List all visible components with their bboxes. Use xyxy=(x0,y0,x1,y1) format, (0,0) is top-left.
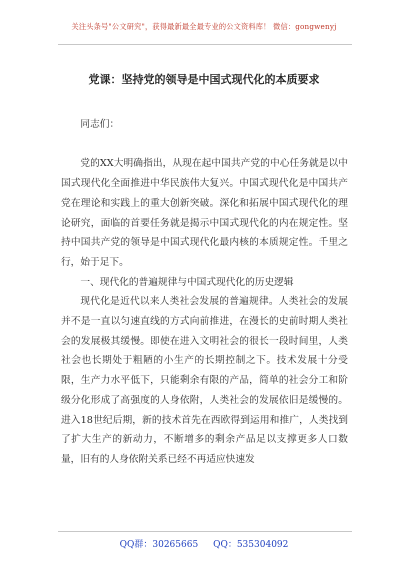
document-title: 党课：坚持党的领导是中国式现代化的本质要求 xyxy=(88,73,320,86)
salutation: 同志们： xyxy=(80,119,120,130)
footer-qq-group: QQ群：30265665 xyxy=(119,540,199,550)
paragraph-body: 现代化是近代以来人类社会发展的普遍规律。人类社会的发展并不是一直以匀速直线的方式向前推进，在漫长的史前时期人类社会的发展极其缓慢。即使在进入文明社会的很长一段时间里，人类社会也长期处于粗陋的小生产的长期控制之下。技术发展十分受限，生产力水平低下，只能剩余有限的产品，简单的社会分工和阶级分化形成了高强度的人身依附，人类社会的发展依旧是缓慢的。进入18世纪后期，新的技术首先在西欧得到运用和推广，人类找到了扩大生产的新动力，不断增多的剩余产品足以支撑更多人口数量，旧有的人身依附关系已经不再适应快速发 xyxy=(61,296,348,465)
header-divider xyxy=(58,44,352,45)
footer-contacts xyxy=(0,537,408,550)
section-heading: 一、现代化的普遍规律与中国式现代化的历史逻辑 xyxy=(80,276,294,288)
footer-qq-number: QQ：535304092 xyxy=(213,540,289,550)
footer-divider xyxy=(58,531,352,532)
paragraph-intro: 党的XX大明确指出，从现在起中国共产党的中心任务就是以中国式现代化全面推进中华民族伟大复兴。中国式现代化是中国共产党在理论和实践上的重大创新突破。深化和拓展中国式现代化的理论研究，面临的首要任务就是揭示中国式现代化的内在规定性。坚持中国共产党的领导是中国式现代化最内核的本质规定性。千里之行，始于足下。 xyxy=(61,158,348,268)
document-body xyxy=(61,115,348,470)
header-banner: 关注头条号"公文研究"，获得最新最全最专业的公文资料库！ 微信：gongwenyj xyxy=(71,22,337,31)
